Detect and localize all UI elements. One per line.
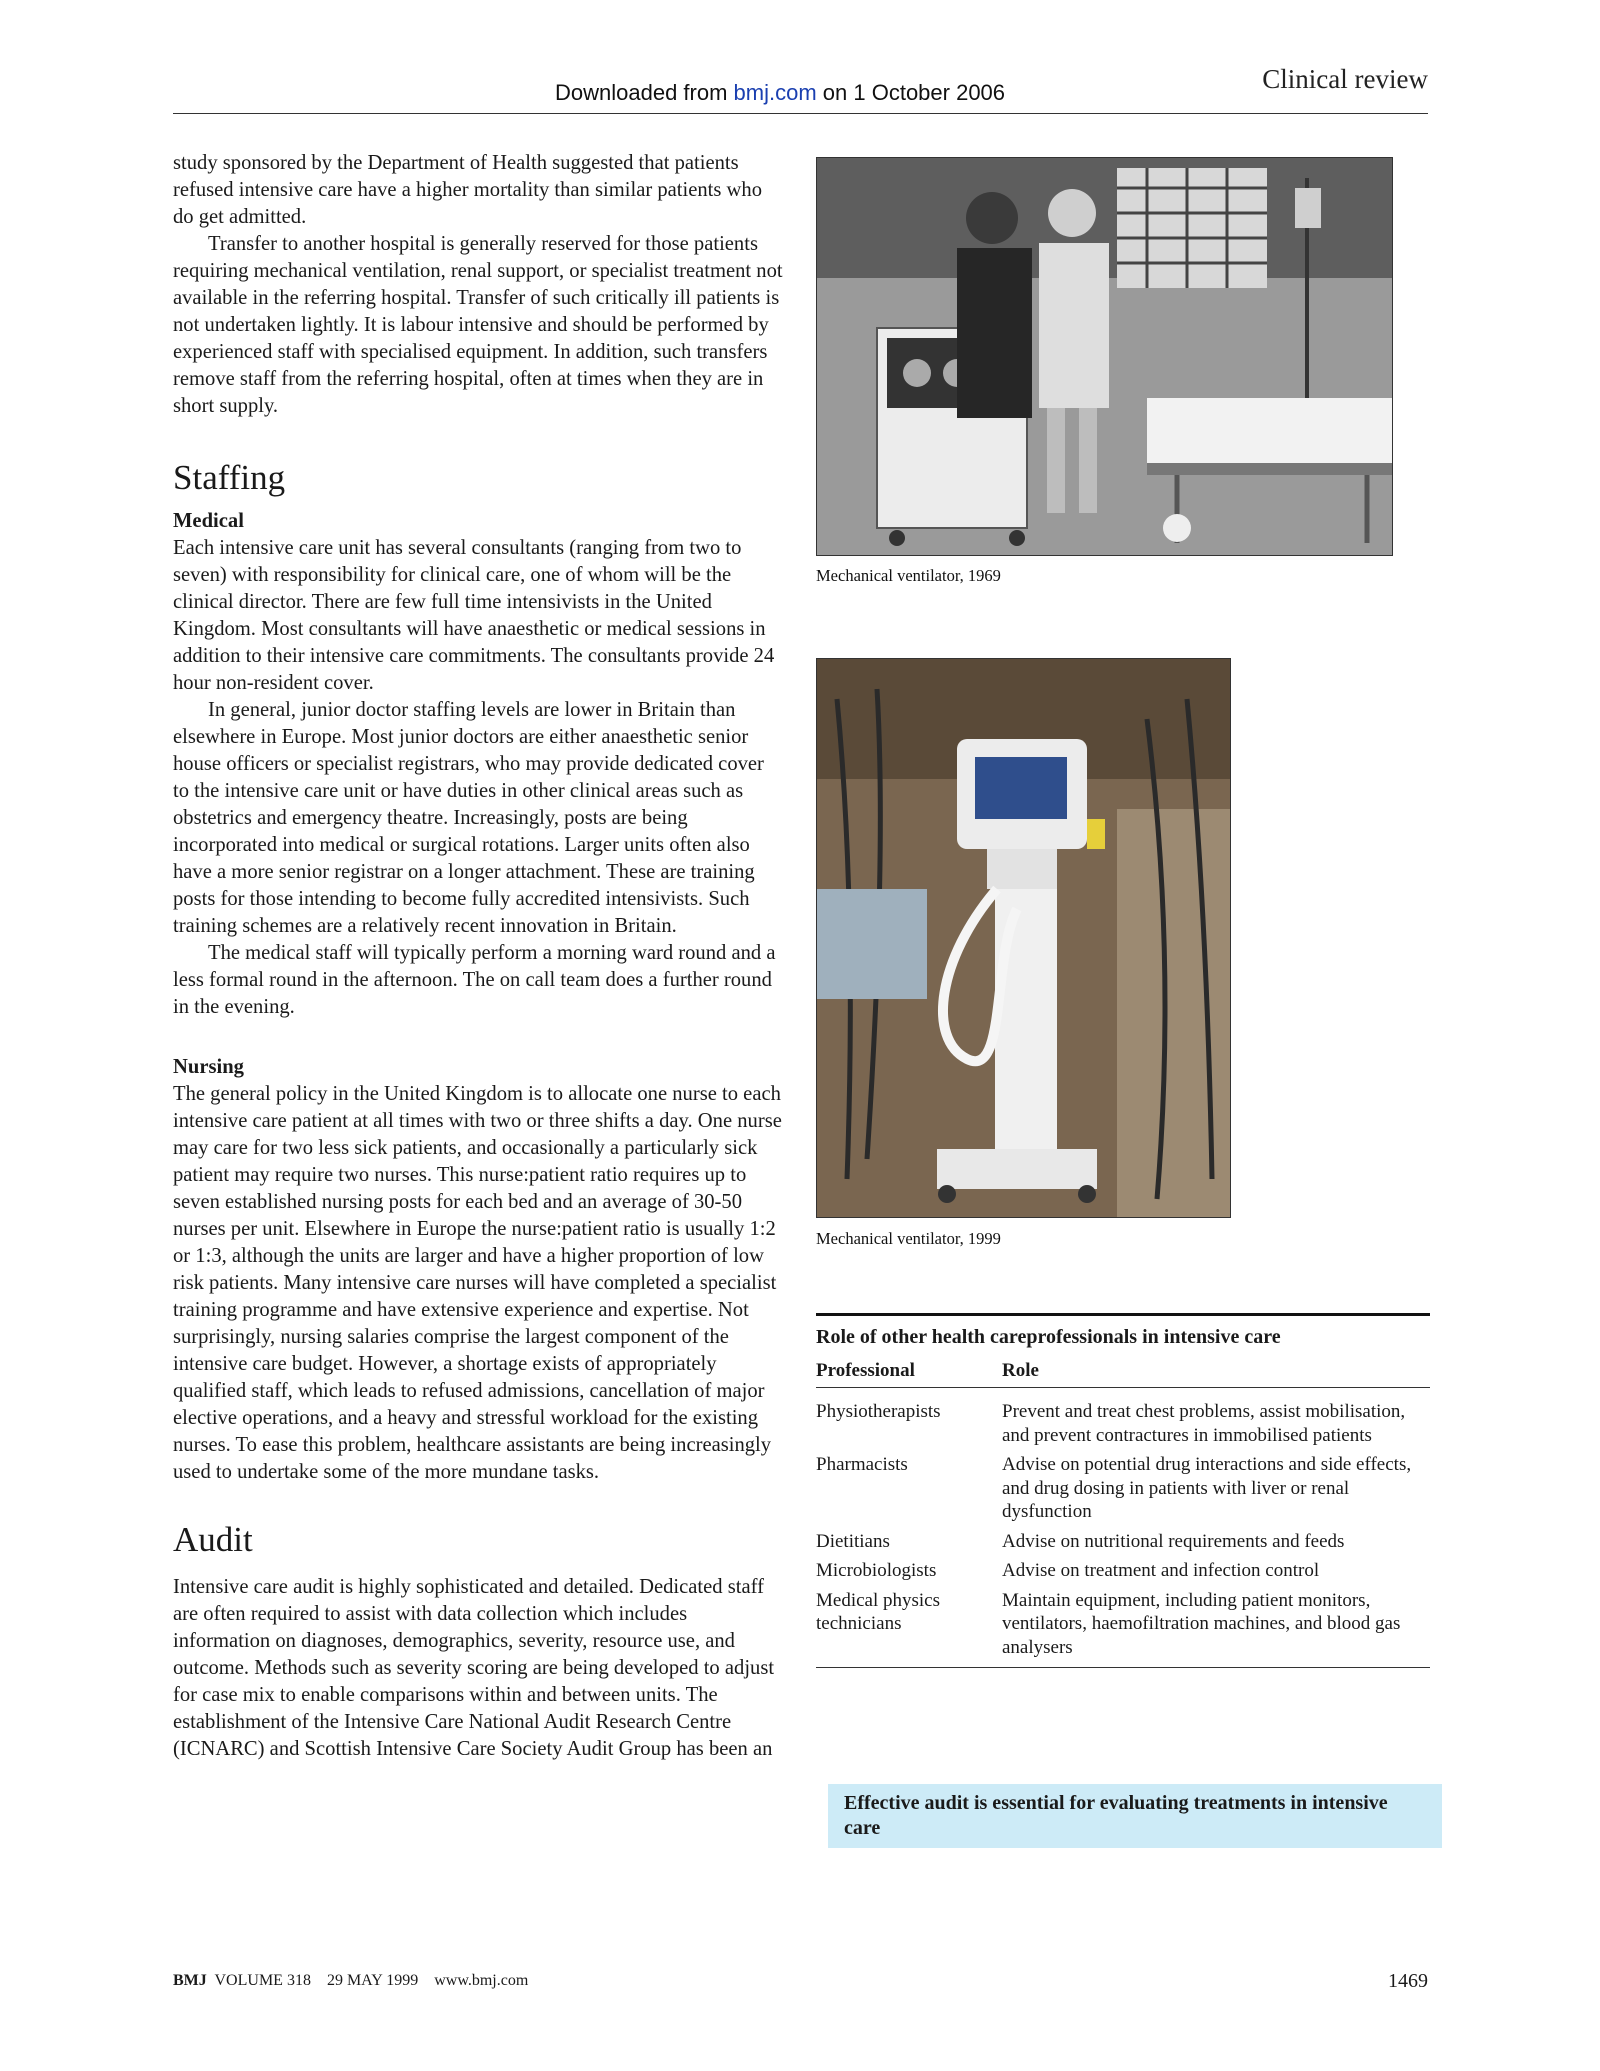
- page-number: 1469: [1388, 1970, 1428, 1992]
- heading-nursing: Nursing: [173, 1056, 244, 1078]
- footer-site[interactable]: www.bmj.com: [434, 1972, 529, 1989]
- paragraph-transfer: Transfer to another hospital is generally reserved for those patients requiring mechanical ventilation, renal support, or specialist treatment not available in the referring hospital. Transfer of such critically ill patients is not undertaken lightly. It is labour intensive and should be performed by experienced staff with specialised equipment. In addition, such transfers remove staff from the referring hospital, often at times when they are in short supply.: [173, 233, 783, 417]
- table-row: [816, 1530, 1430, 1554]
- cell-professional: Physiotherapists: [816, 1401, 941, 1422]
- heading-audit: Audit: [173, 1520, 253, 1559]
- column-header-professional: Professional: [816, 1360, 915, 1381]
- download-notice: [555, 80, 1055, 106]
- heading-medical: Medical: [173, 510, 244, 532]
- cell-professional: Dietitians: [816, 1530, 890, 1552]
- footer-journal: BMJ: [173, 1972, 207, 1989]
- table-top-rule: [816, 1313, 1430, 1316]
- paragraph-intro: study sponsored by the Department of Health suggested that patients refused intensive care have a higher mortality than similar patients who do get admitted.: [173, 152, 763, 228]
- header-rule: [173, 113, 1428, 114]
- ventilator-1999-image: [817, 659, 1230, 1217]
- download-suffix: on 1 October 2006: [816, 80, 1006, 105]
- footer-date: 29 MAY 1999: [326, 1972, 419, 1989]
- table-row: [816, 1453, 1430, 1524]
- cell-role: Advise on potential drug interactions and side effects, and drug dosing in patients with liver or renal dysfunction: [1002, 1454, 1412, 1522]
- table-row: [816, 1400, 1430, 1447]
- caption-ventilator-1999: Mechanical ventilator, 1999: [816, 1229, 1001, 1248]
- cell-professional: Microbiologists: [816, 1560, 937, 1581]
- left-column: [173, 150, 783, 1763]
- key-point-callout: Effective audit is essential for evaluating treatments in intensive care: [828, 1784, 1442, 1848]
- caption-ventilator-1969: Mechanical ventilator, 1969: [816, 566, 1001, 585]
- table-header-row: [816, 1360, 1430, 1388]
- section-label: Clinical review: [1262, 64, 1428, 94]
- footer-citation: [173, 1972, 528, 1990]
- download-prefix: Downloaded from: [555, 80, 734, 105]
- ventilator-1999-photo: [816, 658, 1231, 1218]
- ventilator-1969-image: [817, 158, 1392, 555]
- heading-staffing: Staffing: [173, 458, 286, 497]
- table-row: [816, 1589, 1430, 1660]
- table-title: Role of other health careprofessionals in intensive care: [816, 1326, 1281, 1348]
- table-body: [816, 1388, 1430, 1668]
- paragraph-nursing: The general policy in the United Kingdom is to allocate one nurse to each intensive care patient at all times with two or three shifts a day. One nurse may care for two less sick patients, and occasionally a particularly sick patient may require two nurses. This nurse:patient ratio requires up to seven established nursing posts for each bed and an average of 30-50 nurses per unit. Elsewhere in Europe the nurse:patient ratio is usually 1:2 or 1:3, although the units are larger and have a higher proportion of low risk patients. Many intensive care nurses will have completed a specialist training programme and have extensive experience and expertise. Not surprisingly, nursing salaries comprise the largest component of the intensive care budget. However, a shortage exists of appropriately qualified staff, which leads to refused admissions, cancellation of major elective operations, and a heavy and stressful workload for the existing nurses. To ease this problem, healthcare assistants are being increasingly used to undertake some of the more mundane tasks.: [173, 1083, 782, 1483]
- cell-professional: Medical physics technicians: [816, 1589, 941, 1634]
- cell-role: Maintain equipment, including patient monitors, ventilators, haemofiltration machines, and blood gas analysers: [1002, 1589, 1401, 1658]
- cell-role: Prevent and treat chest problems, assist mobilisation, and prevent contractures in immobilised patients: [1002, 1401, 1406, 1446]
- professionals-table: [816, 1313, 1430, 1668]
- bmj-link[interactable]: bmj.com: [733, 80, 817, 105]
- cell-professional: Pharmacists: [816, 1454, 908, 1475]
- table-row: [816, 1559, 1430, 1583]
- paragraph-medical-2: In general, junior doctor staffing levels are lower in Britain than elsewhere in Europe. Most junior doctors are either anaesthetic senior house officers or specialist registrars, who may provide dedicated cover to the intensive care unit or have duties in other clinical areas such as obstetrics and emergency theatre. Increasingly, posts are being incorporated into medical or surgical rotations. Larger units often also have a more senior registrar on a longer attachment. These are training posts for those intending to become fully accredited intensivists. Such training schemes are a relatively recent innovation in Britain.: [173, 699, 764, 937]
- paragraph-medical-3: The medical staff will typically perform a morning ward round and a less formal round in the afternoon. The on call team does a further round in the evening.: [173, 942, 776, 1018]
- paragraph-audit: Intensive care audit is highly sophisticated and detailed. Dedicated staff are often required to assist with data collection which includes information on diagnoses, demographics, severity, resource use, and outcome. Methods such as severity scoring are being developed to adjust for case mix to enable comparisons within and between units. The establishment of the Intensive Care National Audit Research Centre (ICNARC) and Scottish Intensive Care Society Audit Group has been an: [173, 1576, 775, 1760]
- paragraph-medical-1: Each intensive care unit has several consultants (ranging from two to seven) with responsibility for clinical care, one of whom will be the clinical director. There are few full time intensivists in the United Kingdom. Most consultants will have anaesthetic or medical sessions in addition to their intensive care commitments. The consultants provide 24 hour non-resident cover.: [173, 537, 775, 694]
- cell-role: Advise on nutritional requirements and feeds: [1002, 1530, 1345, 1552]
- footer-volume: VOLUME 318: [214, 1972, 311, 1989]
- ventilator-1969-photo: [816, 157, 1393, 556]
- column-header-role: Role: [1002, 1360, 1039, 1381]
- cell-role: Advise on treatment and infection control: [1002, 1560, 1320, 1581]
